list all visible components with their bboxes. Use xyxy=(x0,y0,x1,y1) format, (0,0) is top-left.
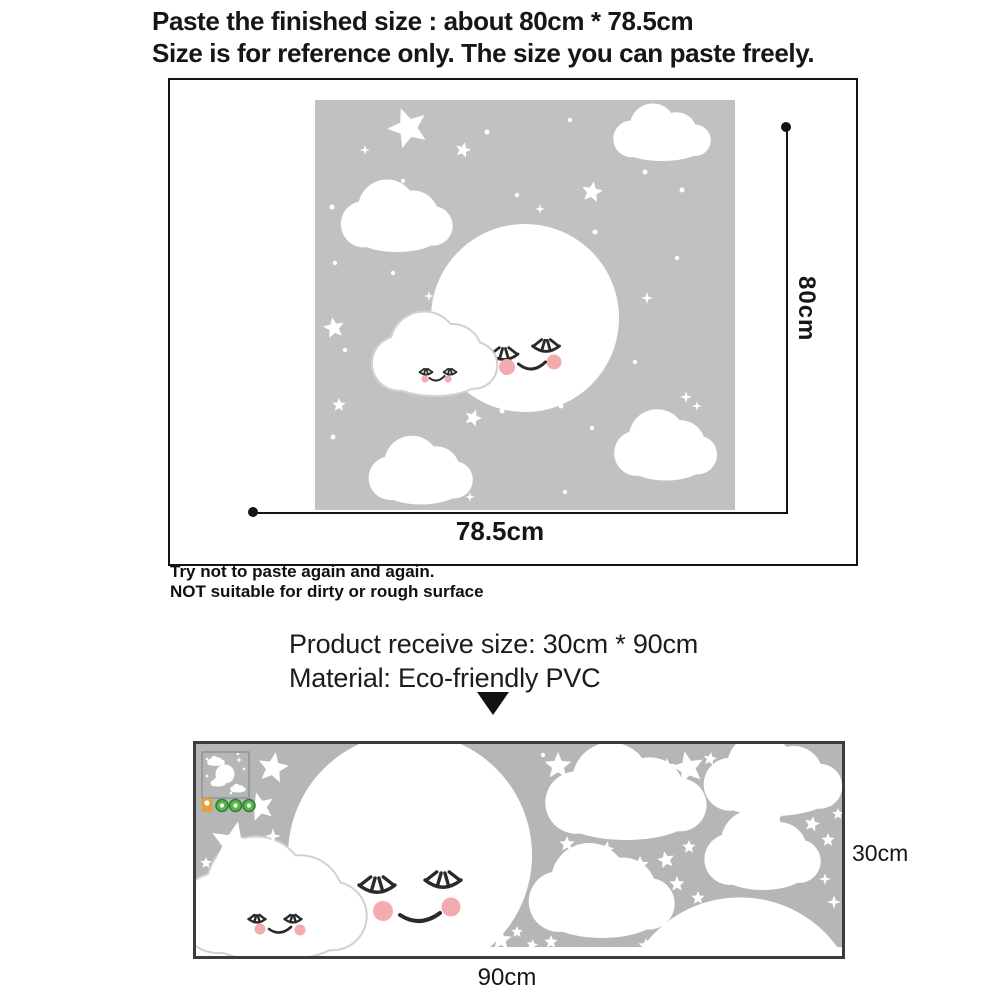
star-dot-icon xyxy=(633,360,637,364)
design-thumbnail xyxy=(202,752,249,798)
cheek-icon xyxy=(295,925,306,936)
header-title xyxy=(152,5,912,69)
star-dot-icon xyxy=(333,261,337,265)
sheet-width-label: 90cm xyxy=(477,964,537,991)
star-dot-icon xyxy=(485,130,490,135)
down-arrow-icon xyxy=(477,692,509,715)
star-dot-icon xyxy=(568,118,572,122)
cheek-icon xyxy=(499,359,515,375)
star-dot-icon xyxy=(330,205,335,210)
width-dimension-label: 78.5cm xyxy=(455,516,545,546)
star-dot-icon xyxy=(675,256,679,260)
dimension-dot-left xyxy=(248,507,258,517)
star-dot-icon xyxy=(500,409,505,414)
cheek-icon xyxy=(373,901,393,921)
paste-notes xyxy=(170,562,484,601)
star-dot-icon xyxy=(391,271,395,275)
star-dot-icon xyxy=(230,792,233,795)
product-info-line-1: Product receive size: 30cm * 90cm xyxy=(289,629,699,659)
paste-note-line-1: Try not to paste again and again. xyxy=(170,562,435,581)
star-dot-icon xyxy=(401,179,405,183)
product-info-line-2: Material: Eco-friendly PVC xyxy=(289,663,601,693)
horizontal-dimension-line xyxy=(253,512,788,514)
cheek-icon xyxy=(255,924,266,935)
star-dot-icon xyxy=(751,839,755,843)
header-title-line-2: Size is for reference only. The size you can paste freely. xyxy=(152,38,815,68)
cheek-icon xyxy=(421,375,428,382)
star-dot-icon xyxy=(331,435,336,440)
cheek-icon xyxy=(547,355,562,370)
header-title-line-1: Paste the finished size : about 80cm * 78.5cm xyxy=(152,6,694,36)
height-dimension-label: 80cm xyxy=(793,276,820,342)
star-dot-icon xyxy=(643,170,648,175)
vertical-dimension-line xyxy=(786,127,788,514)
badge-mark xyxy=(220,803,224,807)
badge-mark xyxy=(233,803,237,807)
design-preview-graphic xyxy=(315,100,735,510)
star-dot-icon xyxy=(559,404,564,409)
star-dot-icon xyxy=(593,230,598,235)
cheek-icon xyxy=(442,898,461,917)
star-dot-icon xyxy=(237,753,240,756)
star-dot-icon xyxy=(680,188,685,193)
paste-note-line-2: NOT suitable for dirty or rough surface xyxy=(170,581,484,601)
star-dot-icon xyxy=(491,859,495,863)
star-dot-icon xyxy=(343,348,347,352)
star-dot-icon xyxy=(541,753,545,757)
sheet-height-label: 30cm xyxy=(852,840,909,866)
star-dot-icon xyxy=(206,775,209,778)
badge-mark xyxy=(204,800,209,805)
star-dot-icon xyxy=(811,789,815,793)
star-dot-icon xyxy=(590,426,594,430)
star-dot-icon xyxy=(206,758,209,761)
product-info xyxy=(289,627,698,695)
star-dot-icon xyxy=(563,490,567,494)
dimension-dot-top xyxy=(781,122,791,132)
badge-mark xyxy=(247,803,251,807)
star-dot-icon xyxy=(515,193,519,197)
star-dot-icon xyxy=(243,768,246,771)
sticker-sheet-graphic xyxy=(193,741,845,959)
cheek-icon xyxy=(444,375,451,382)
